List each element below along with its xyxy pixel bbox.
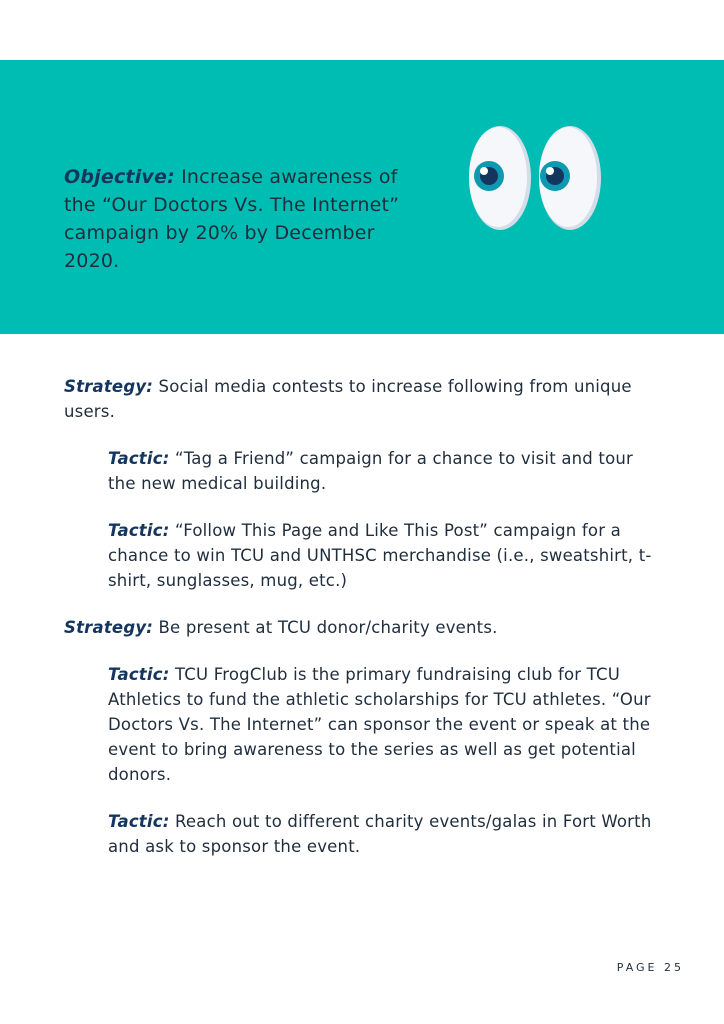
strategy-1 — [64, 374, 664, 424]
tactic-2 — [108, 518, 664, 593]
tactic-text: TCU FrogClub is the primary fundraising club for TCU Athletics to fund the athletic scholarships for TCU athletes. “Our Doctors Vs. The Internet” can sponsor the event or speak at the event to bring awareness to the series as well as get potential donors. — [108, 665, 651, 784]
strategy-text: Social media contests to increase following from unique users. — [64, 377, 632, 421]
page-number: PAGE 25 — [616, 961, 684, 974]
eyes-icon — [466, 126, 606, 234]
tactic-1 — [108, 446, 664, 496]
tactic-3 — [108, 662, 664, 787]
tactic-text: “Tag a Friend” campaign for a chance to visit and tour the new medical building. — [108, 449, 634, 493]
strategy-2 — [64, 615, 664, 640]
tactic-label: Tactic: — [108, 665, 170, 684]
objective-text — [64, 163, 420, 275]
strategy-content — [64, 374, 664, 881]
tactic-label: Tactic: — [108, 449, 170, 468]
objective-label: Objective: — [64, 166, 175, 188]
right-eye — [539, 126, 601, 230]
strategy-label: Strategy: — [64, 377, 154, 396]
strategy-label: Strategy: — [64, 618, 154, 637]
strategy-text: Be present at TCU donor/charity events. — [153, 618, 498, 637]
tactic-label: Tactic: — [108, 521, 170, 540]
tactic-text: “Follow This Page and Like This Post” campaign for a chance to win TCU and UNTHSC merchandise (i.e., sweatshirt, t-shirt, sunglasses, mug, etc.) — [108, 521, 652, 590]
tactic-label: Tactic: — [108, 812, 170, 831]
tactic-text: Reach out to different charity events/galas in Fort Worth and ask to sponsor the event. — [108, 812, 652, 856]
objective-body: Increase awareness of the “Our Doctors Vs. The Internet” campaign by 20% by December 2020. — [64, 166, 400, 272]
left-eye — [469, 126, 531, 230]
tactic-4 — [108, 809, 664, 859]
